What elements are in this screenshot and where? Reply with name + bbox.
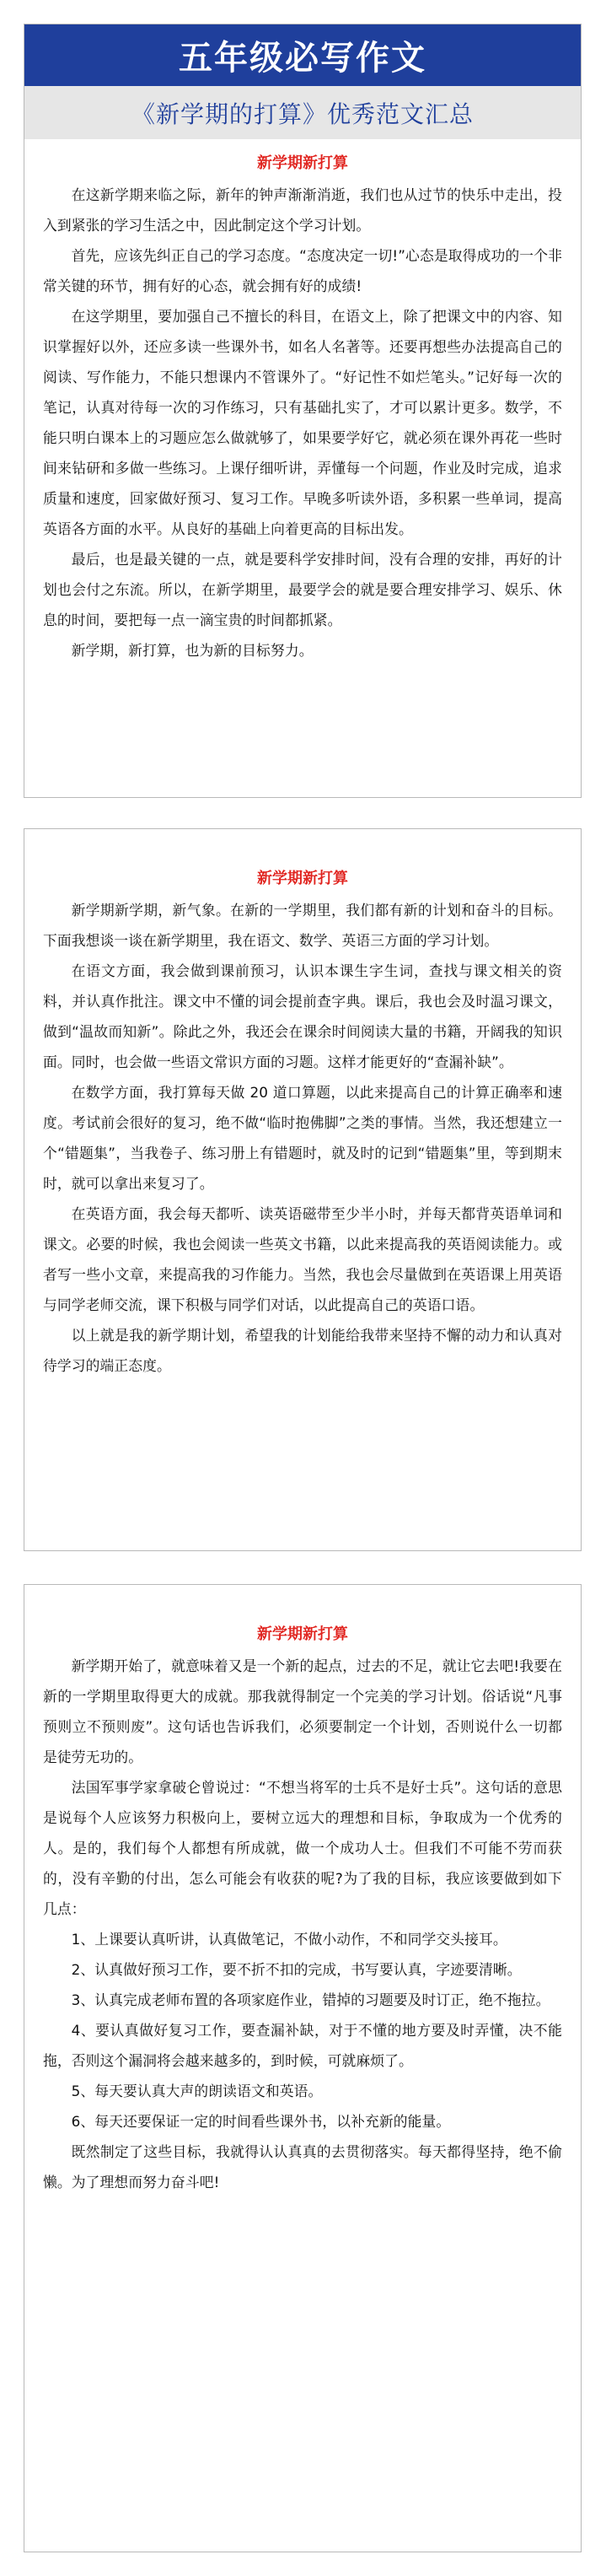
essay-body-3 [24,1585,581,2197]
essay-paragraph: 在英语方面，我会每天都听、读英语磁带至少半小时，并每天都背英语单词和课文。必要的时候，我也会阅读一些英文书籍，以此来提高我的英语阅读能力。或者写一些小文章，来提高我的习作能力。当然，我也会尽量做到在英语课上用英语与同学老师交流，课下积极与同学们对话，以此提高自己的英语口语。 [43,1205,562,1313]
essay-title: 新学期新打算 [257,154,348,172]
essay-paragraph: 新学期新学期，新气象。在新的一学期里，我们都有新的计划和奋斗的目标。下面我想谈一谈在新学期里，我在语文、数学、英语三方面的学习计划。 [43,902,562,949]
list-item: 6、每天还要保证一定的时间看些课外书，以补充新的能量。 [71,2113,451,2130]
list-item: 4、要认真做好复习工作，要查漏补缺，对于不懂的地方要及时弄懂，决不能拖，否则这个漏洞将会越来越多的，到时候，可就麻烦了。 [43,2022,562,2069]
essay-card-2 [24,828,582,1551]
page-title: 五年级必写作文 [179,38,426,78]
list-item: 1、上课要认真听讲，认真做笔记，不做小动作，不和同学交头接耳。 [71,1931,507,1948]
header-banner [24,24,581,86]
essay-paragraph: 在语文方面，我会做到课前预习，认识本课生字生词，查找与课文相关的资料，并认真作批注。课文中不懂的词会提前查字典。课后，我也会及时温习课文，做到“温故而知新”。除此之外，我还会在课余时间阅读大量的书籍，开阔我的知识面。同时，也会做一些语文常识方面的习题。这样才能更好的“查漏补缺”。 [43,962,562,1070]
essay-paragraph: 在数学方面，我打算每天做 20 道口算题，以此来提高自己的计算正确率和速度。考试前会很好的复习，绝不做“临时抱佛脚”之类的事情。当然，我还想建立一个“错题集”，当我卷子、练习册上有错题时，就及时的记到“错题集”里，等到期末时，就可以拿出来复习了。 [43,1084,562,1192]
essay-card-1 [24,24,582,798]
list-item: 2、认真做好预习工作，要不折不扣的完成，书写要认真，字迹要清晰。 [71,1961,522,1978]
essay-paragraph: 既然制定了这些目标，我就得认认真真的去贯彻落实。每天都得坚持，绝不偷懒。为了理想而努力奋斗吧! [43,2143,562,2191]
essay-paragraph: 新学期开始了，就意味着又是一个新的起点，过去的不足，就让它去吧!我要在新的一学期里取得更大的成就。那我就得制定一个完美的学习计划。俗话说“凡事预则立不预则废”。这句话也告诉我们，必须要制定一个计划，否则说什么一切都是徒劳无功的。 [43,1657,562,1765]
essay-title: 新学期新打算 [257,1625,348,1643]
essay-paragraph: 在这学期里，要加强自己不擅长的科目，在语文上，除了把课文中的内容、知识掌握好以外，还应多读一些课外书，如名人名著等。还要再想些办法提高自己的阅读、写作能力，不能只想课内不管课外了。“好记性不如烂笔头。”记好每一次的笔记，认真对待每一次的习作练习，只有基础扎实了，才可以累计更多。数学，不能只明白课本上的习题应怎么做就够了，如果要学好它，就必须在课外再花一些时间来钻研和多做一些练习。上课仔细听讲，弄懂每一个问题，作业及时完成，追求质量和速度，回家做好预习、复习工作。早晚多听读外语，多积累一些单词，提高英语各方面的水平。从良好的基础上向着更高的目标出发。 [43,308,562,537]
essay-paragraph: 法国军事学家拿破仑曾说过：“不想当将军的士兵不是好士兵”。这句话的意思是说每个人应该努力积极向上，要树立远大的理想和目标，争取成为一个优秀的人。是的，我们每个人都想有所成就，做一个成功人士。但我们不可能不劳而获的，没有辛勤的付出，怎么可能会有收获的呢?为了我的目标，我应该要做到如下几点： [43,1779,562,1917]
essay-paragraph: 首先，应该先纠正自己的学习态度。“态度决定一切!”心态是取得成功的一个非常关键的环节，拥有好的心态，就会拥有好的成绩! [43,247,562,294]
essay-paragraph: 新学期，新打算，也为新的目标努力。 [71,642,314,659]
essay-paragraph: 以上就是我的新学期计划，希望我的计划能给我带来坚持不懈的动力和认真对待学习的端正态度。 [43,1327,562,1374]
essay-body-1 [24,139,581,666]
essay-body-2 [24,829,581,1381]
essay-paragraph: 最后，也是最关键的一点，就是要科学安排时间，没有合理的安排，再好的计划也会付之东流。所以，在新学期里，最要学会的就是要合理安排学习、娱乐、休息的时间，要把每一点一滴宝贵的时间都抓紧。 [43,551,562,628]
list-item: 5、每天要认真大声的朗读语文和英语。 [71,2083,323,2099]
list-item: 3、认真完成老师布置的各项家庭作业，错掉的习题要及时订正，绝不拖拉。 [71,1991,550,2008]
essay-card-3 [24,1584,582,2552]
page-subtitle: 《新学期的打算》优秀范文汇总 [131,100,474,128]
essay-paragraph: 在这新学期来临之际，新年的钟声渐渐消逝，我们也从过节的快乐中走出，投入到紧张的学习生活之中，因此制定这个学习计划。 [43,186,562,234]
subtitle-bar [24,86,581,139]
essay-title: 新学期新打算 [257,870,348,887]
